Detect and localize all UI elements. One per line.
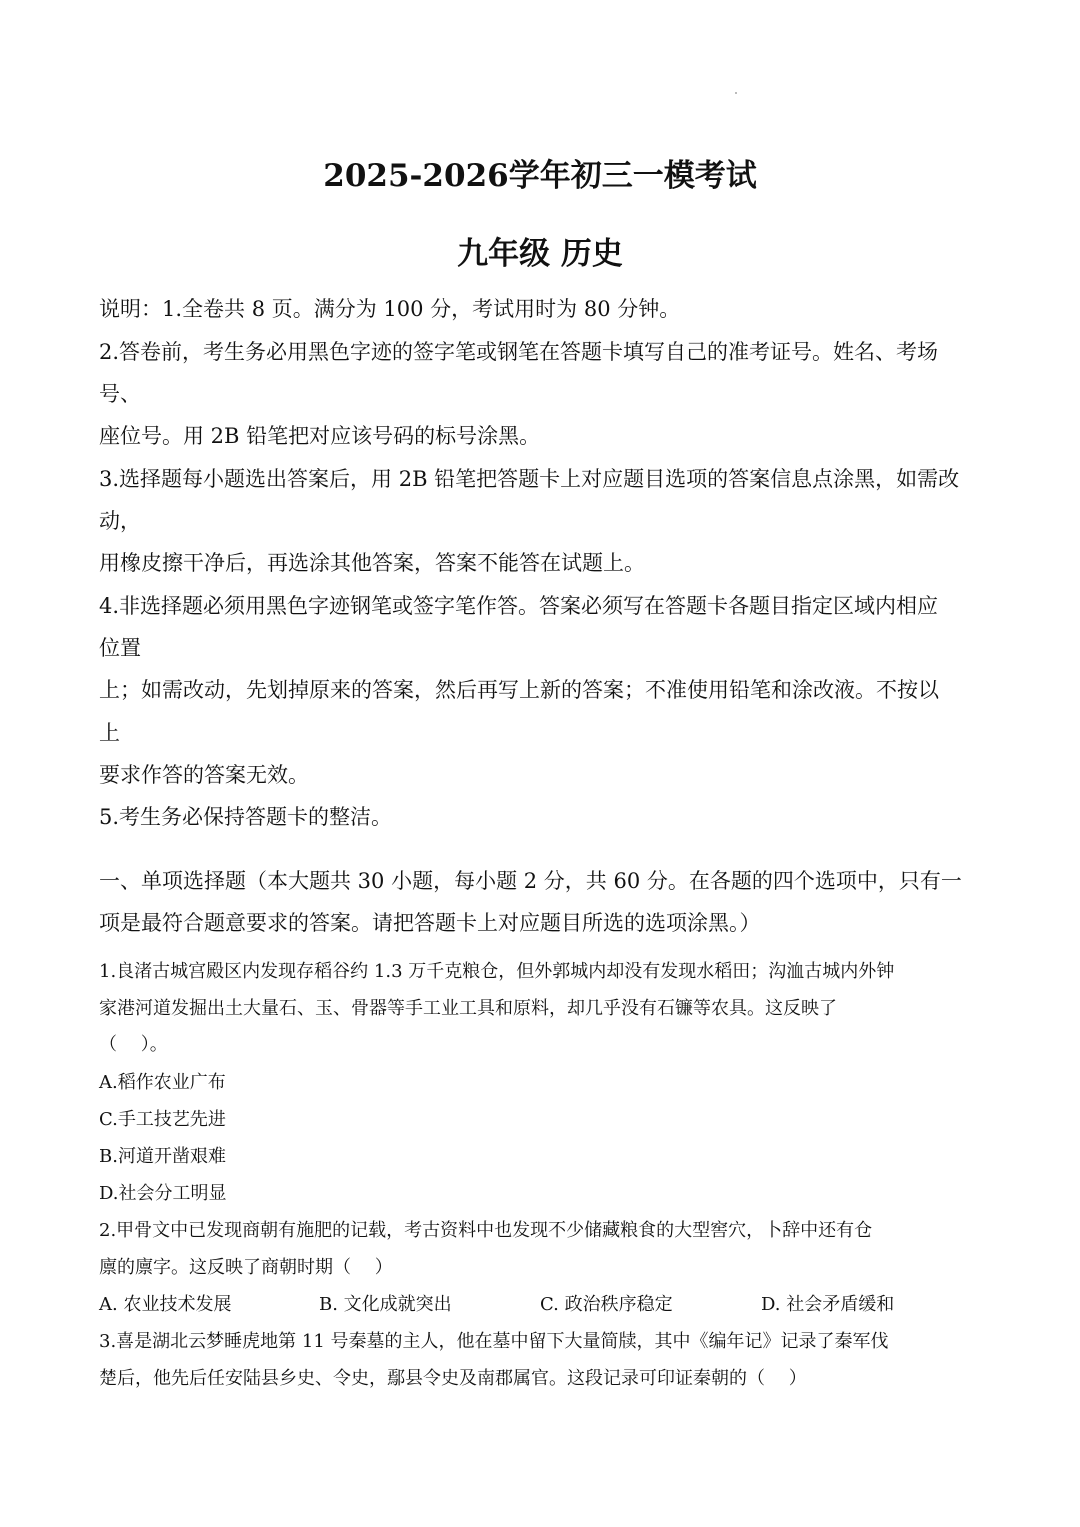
exam-title: 2025-2026学年初三一模考试 [323, 158, 757, 194]
section-heading-line: 项是最符合题意要求的答案。请把答题卡上对应题目所选的选项涂黑。） [99, 911, 761, 935]
scan-mark [735, 92, 737, 94]
question-1-option: A.稻作农业广布 [99, 1072, 226, 1093]
question-3-stem: 3.喜是湖北云梦睡虎地第 11 号秦墓的主人，他在墓中留下大量简牍，其中《编年记》记录了秦军伐 [99, 1331, 889, 1352]
question-2-option: C. 政治秩序稳定 [540, 1294, 673, 1315]
instruction-line: 位置 [99, 636, 141, 660]
question-1-stem: 1.良渚古城宫殿区内发现存稻谷约 1.3 万千克粮仓，但外郭城内却没有发现水稻田；沟洫古城内外钟 [99, 961, 895, 982]
instruction-line: 5.考生务必保持答题卡的整洁。 [99, 805, 393, 829]
question-1-stem: （ ）。 [99, 1034, 168, 1055]
question-2-option: B. 文化成就突出 [319, 1294, 452, 1315]
question-2-option: A. 农业技术发展 [99, 1294, 232, 1315]
instruction-line: 要求作答的答案无效。 [99, 763, 309, 787]
question-2-option: D. 社会矛盾缓和 [761, 1294, 895, 1315]
section-heading-line: 一、单项选择题（本大题共 30 小题，每小题 2 分，共 60 分。在各题的四个选项中，只有一 [99, 869, 962, 893]
question-3-stem: 楚后，他先后任安陆县乡史、令史，鄢县令史及南郡属官。这段记录可印证秦朝的（ ） [99, 1368, 807, 1389]
instruction-line: 2.答卷前，考生务必用黑色字迹的签字笔或钢笔在答题卡填写自己的准考证号。姓名、考场 [99, 340, 939, 364]
exam-subtitle: 九年级 历史 [457, 236, 623, 272]
question-1-option: D.社会分工明显 [99, 1183, 227, 1204]
question-2-stem: 廪的廪字。这反映了商朝时期（ ） [99, 1257, 393, 1278]
instruction-line: 上；如需改动，先划掉原来的答案，然后再写上新的答案；不准使用铅笔和涂改液。不按以 [99, 678, 939, 702]
instruction-line: 座位号。用 2B 铅笔把对应该号码的标号涂黑。 [99, 424, 541, 448]
instruction-line: 用橡皮擦干净后，再选涂其他答案，答案不能答在试题上。 [99, 551, 645, 575]
instruction-line: 4.非选择题必须用黑色字迹钢笔或签字笔作答。答案必须写在答题卡各题目指定区域内相应 [99, 594, 939, 618]
question-2-stem: 2.甲骨文中已发现商朝有施肥的记载，考古资料中也发现不少储藏粮食的大型窖穴，卜辞中还有仓 [99, 1220, 873, 1241]
instruction-line: 说明：1.全卷共 8 页。满分为 100 分，考试用时为 80 分钟。 [99, 297, 681, 321]
question-2-options [99, 1290, 999, 1314]
instruction-line: 动， [99, 509, 141, 533]
question-1-stem: 家港河道发掘出土大量石、玉、骨器等手工业工具和原料，却几乎没有石镰等农具。这反映了 [99, 998, 837, 1019]
instruction-line: 3.选择题每小题选出答案后，用 2B 铅笔把答题卡上对应题目选项的答案信息点涂黑，如需改 [99, 467, 960, 491]
instruction-line: 上 [99, 721, 120, 745]
question-1-option: B.河道开凿艰难 [99, 1146, 226, 1167]
question-1-option: C.手工技艺先进 [99, 1109, 226, 1130]
instruction-line: 号、 [99, 382, 141, 406]
